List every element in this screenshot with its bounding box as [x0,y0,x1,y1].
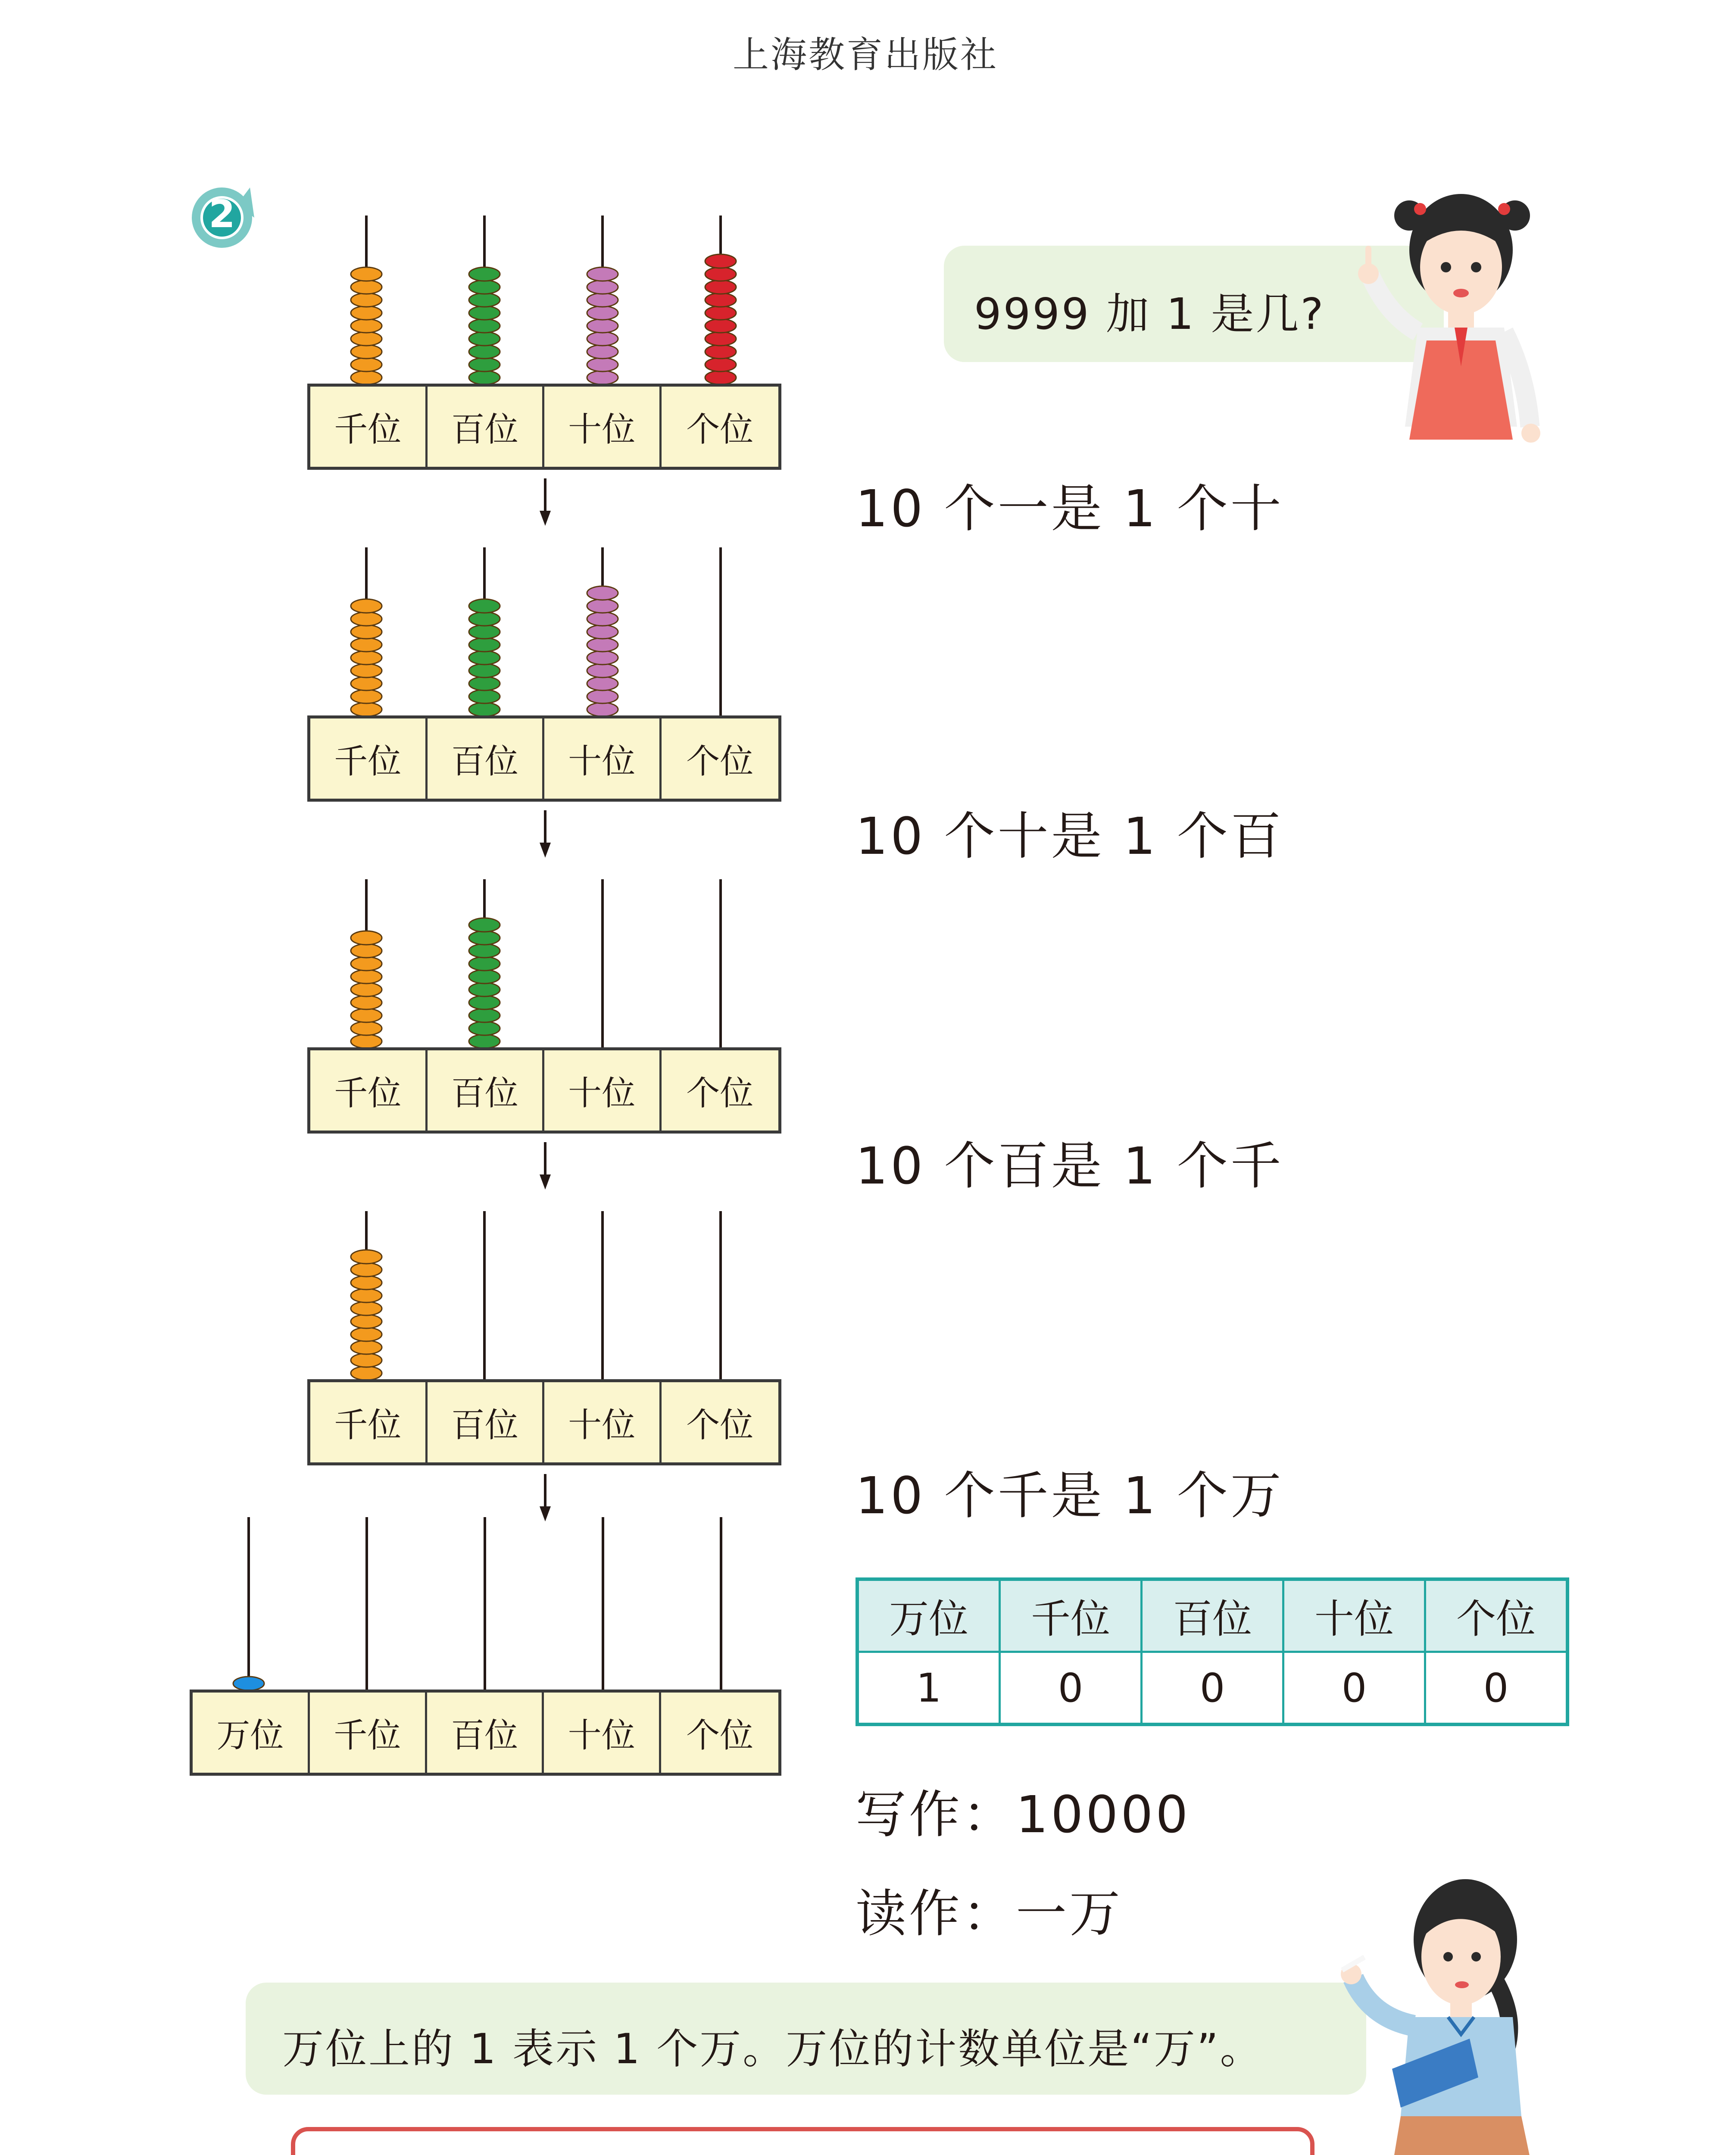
abacus-rods [307,849,781,1052]
abacus-rods [307,185,781,388]
abacus-bead [351,690,382,703]
abacus-bead [351,306,382,320]
abacus-bead [469,599,500,613]
abacus-bead [469,944,500,958]
abacus-bead [351,1340,382,1354]
publisher-header: 上海教育出版社 [733,34,999,76]
label-thousands: 千位 [310,1382,428,1462]
abacus-bead [351,1327,382,1341]
abacus-bead [587,638,618,652]
abacus-step-5 [190,1513,781,1776]
label-tens: 十位 [544,718,662,799]
abacus-bead [587,586,618,600]
question-text: 9999 加 1 是几? [974,289,1325,339]
label-thousands: 千位 [310,718,428,799]
abacus-bead [587,319,618,333]
abacus-bead [469,371,500,384]
label-tens: 十位 [544,1050,662,1131]
abacus-bead [587,332,618,346]
explanation-bubble [246,1983,1366,2095]
carry-fact-2: 10 个十是 1 个百 [856,806,1284,866]
abacus-bead [351,1289,382,1302]
abacus-rods [307,1181,781,1384]
abacus-bead [587,677,618,690]
abacus-bead [351,267,382,281]
abacus-bead [587,306,618,320]
abacus-bead [351,345,382,359]
read-as-text: 读作：一万 [856,1884,1123,1943]
abacus-bead [351,625,382,639]
abacus-bead [469,280,500,294]
place-label-row [307,1379,781,1465]
table-value-ten-thousands: 1 [857,1652,1000,1725]
rule-text [325,2153,1273,2155]
abacus-bead [351,996,382,1009]
abacus-bead [705,358,736,372]
abacus-bead [705,280,736,294]
abacus-bead [351,970,382,984]
abacus-rods [307,517,781,720]
abacus-bead [469,651,500,665]
abacus-bead [351,293,382,307]
abacus-bead [705,254,736,268]
label-thousands: 千位 [310,1050,428,1131]
abacus-bead [351,1034,382,1048]
abacus-bead [469,625,500,639]
label-tens: 十位 [544,1382,662,1462]
place-value-table [856,1577,1569,1726]
abacus-bead [351,638,382,652]
explanation-text: 万位上的 1 表示 1 个万。万位的计数单位是“万”。 [282,2025,1263,2073]
abacus-bead [705,371,736,384]
abacus-bead [469,918,500,932]
table-value-tens: 0 [1283,1652,1425,1725]
label-ones: 个位 [686,1074,754,1113]
rule-box [291,2127,1314,2155]
place-label-row [307,1047,781,1134]
label-ten-thousands: 万位 [193,1693,310,1773]
abacus-bead [233,1677,264,1690]
table-value-thousands: 0 [1000,1652,1142,1725]
abacus-bead [351,944,382,958]
carry-fact-1: 10 个一是 1 个十 [856,479,1284,538]
carry-fact-4: 10 个千是 1 个万 [856,1466,1284,1525]
abacus-bead [469,1021,500,1035]
abacus-bead [351,1302,382,1315]
label-tens: 十位 [544,387,662,467]
label-hundreds: 百位 [427,1693,544,1773]
abacus-bead [469,332,500,346]
label-hundreds: 百位 [428,1050,545,1131]
abacus-bead [469,996,500,1009]
abacus-bead [351,612,382,626]
abacus-bead [469,1034,500,1048]
abacus-bead [351,358,382,372]
abacus-bead [469,677,500,690]
abacus-bead [587,703,618,716]
problem-number: 2 [209,192,235,236]
abacus-bead [351,1009,382,1022]
abacus-bead [351,983,382,996]
label-ones: 个位 [686,410,754,449]
abacus-bead [351,1263,382,1277]
label-ones: 个位 [686,742,754,781]
abacus-bead [469,664,500,678]
abacus-bead [469,319,500,333]
abacus-bead [469,267,500,281]
abacus-bead [351,319,382,333]
abacus-rods [190,1513,781,1694]
abacus-bead [469,703,500,716]
abacus-bead [469,638,500,652]
abacus-bead [351,371,382,384]
abacus-bead [469,983,500,996]
abacus-bead [587,612,618,626]
abacus-bead [351,677,382,690]
label-hundreds: 百位 [428,1382,545,1462]
abacus-bead [469,931,500,945]
abacus-bead [469,690,500,703]
table-header-tens: 十位 [1283,1579,1425,1652]
abacus-bead [469,957,500,971]
problem-number-badge [185,179,259,252]
abacus-step-1 [307,185,781,470]
abacus-bead [587,625,618,639]
girl-with-book-illustration [1327,1875,1569,2155]
write-as-text: 写作：10000 [856,1785,1191,1844]
abacus-bead [469,970,500,984]
label-thousands: 千位 [310,387,428,467]
table-header-hundreds: 百位 [1142,1579,1283,1652]
table-value-ones: 0 [1425,1652,1568,1725]
abacus-bead [587,690,618,703]
abacus-bead [351,599,382,613]
abacus-bead [351,664,382,678]
label-hundreds: 百位 [428,387,545,467]
place-label-row [190,1690,781,1776]
table-header-thousands: 千位 [1000,1579,1142,1652]
abacus-bead [469,345,500,359]
abacus-bead [705,332,736,346]
abacus-bead [705,306,736,320]
abacus-bead [351,957,382,971]
table-value-hundreds: 0 [1142,1652,1283,1725]
abacus-bead [469,293,500,307]
abacus-step-4 [307,1181,781,1465]
abacus-bead [351,1315,382,1328]
place-label-row [307,384,781,470]
abacus-bead [469,612,500,626]
abacus-bead [587,345,618,359]
table-header-ones: 个位 [1425,1579,1568,1652]
abacus-bead [587,651,618,665]
abacus-bead [469,306,500,320]
abacus-bead [351,332,382,346]
abacus-bead [469,358,500,372]
carry-fact-3: 10 个百是 1 个千 [856,1136,1284,1196]
abacus-bead [351,1021,382,1035]
label-hundreds: 百位 [428,718,545,799]
table-header-ten-thousands: 万位 [857,1579,1000,1652]
abacus-bead [587,599,618,613]
label-tens: 十位 [544,1693,661,1773]
place-label-row [307,715,781,802]
abacus-step-3 [307,849,781,1134]
abacus-bead [587,358,618,372]
abacus-bead [351,280,382,294]
abacus-bead [705,293,736,307]
girl-pointing-illustration [1345,185,1569,453]
abacus-bead [351,1353,382,1367]
abacus-bead [351,931,382,945]
abacus-bead [351,651,382,665]
label-ones: 个位 [686,1716,754,1755]
abacus-bead [587,293,618,307]
abacus-bead [351,1250,382,1264]
abacus-bead [705,267,736,281]
abacus-bead [351,1276,382,1290]
abacus-bead [469,1009,500,1022]
abacus-step-2 [307,517,781,802]
abacus-bead [587,267,618,281]
label-thousands: 千位 [310,1693,427,1773]
abacus-bead [351,1366,382,1380]
label-ones: 个位 [686,1406,754,1445]
abacus-bead [351,703,382,716]
abacus-bead [587,280,618,294]
abacus-bead [587,664,618,678]
abacus-bead [705,319,736,333]
abacus-bead [705,345,736,359]
abacus-bead [587,371,618,384]
